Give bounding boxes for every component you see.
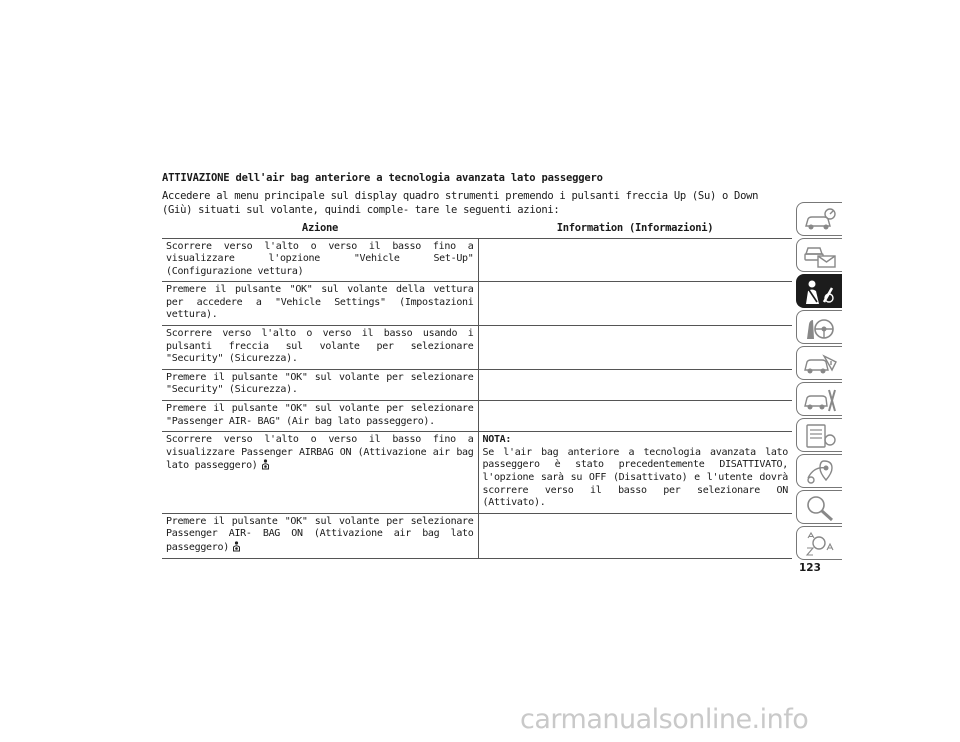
table-header-row [162,218,792,238]
page-number: 123 [799,562,821,574]
car-gauge-icon [802,206,838,234]
action-cell [162,238,478,282]
intro-paragraph: Accedere al menu principale sul display quadro strumenti premendo i pulsanti freccia Up (Su) o Down (Giù) situati sul volante, quindi comple- tare le seguenti azioni: [162,190,759,216]
table-row [162,401,792,432]
car-warning-envelope-icon [802,242,838,270]
passenger-airbag-icon [232,541,241,552]
table-row [162,238,792,282]
tab-search[interactable] [796,490,842,524]
header-info: Information (Informazioni) [478,218,792,238]
action-text: Premere il pulsante "OK" sul volante per selezionare "Passenger AIR- BAG" (Air bag lato passeggero). [166,403,474,427]
navigation-pin-icon [802,458,838,486]
table-row [162,369,792,400]
info-cell [478,282,792,326]
info-cell [478,326,792,370]
steps-table [162,218,792,559]
table-row [162,282,792,326]
header-action: Azione [162,218,478,238]
action-cell [162,513,478,558]
car-crash-icon [802,350,838,378]
steering-wheel-icon [802,314,838,342]
action-text: Premere il pulsante "OK" sul volante per selezionare "Security" (Sicurezza). [166,371,474,396]
info-cell [478,432,792,514]
tab-driving[interactable] [796,310,842,344]
passenger-airbag-icon [261,459,270,470]
action-cell [162,401,478,432]
note-text: Se l'air bag anteriore a tecnologia avanzata lato passeggero è stato precedentemente DISATTIVATO, l'opzione sarà su OFF (Disattivato) e l'utente dovrà scorrere verso il basso per selezionare ON (Attivato). [482,446,788,509]
language-index-icon [802,530,838,558]
search-magnifier-icon [802,494,838,522]
table-row [162,513,792,558]
watermark: carmanualsonline.info [520,704,809,735]
tab-index[interactable] [796,526,842,560]
action-text: Premere il pulsante "OK" sul volante per selezionare Passenger AIR- BAG ON (Attivazione air bag lato passeggero) [166,515,474,553]
tab-service[interactable] [796,382,842,416]
action-text: Scorrere verso l'alto o verso il basso fino a visualizzare Passenger AIRBAG ON (Attivazione air bag lato passeggero) [166,434,474,472]
action-cell [162,282,478,326]
multimedia-list-icon [802,422,838,450]
tab-car-gauge[interactable] [796,202,842,236]
tab-navigation[interactable] [796,454,842,488]
action-cell [162,432,478,514]
section-title: ATTIVAZIONE dell'air bag anteriore a tecnologia avanzata lato passeggero [162,172,603,184]
action-text: Scorrere verso l'alto o verso il basso fino a visualizzare l'opzione "Vehicle Set-Up" (Configurazione vettura) [166,240,474,277]
tab-safety[interactable] [796,274,842,308]
info-cell [478,369,792,400]
tab-emergency[interactable] [796,346,842,380]
seatbelt-person-icon [802,278,838,306]
action-cell [162,326,478,370]
action-text: Scorrere verso l'alto o verso il basso usando i pulsanti freccia sul volante per selezionare "Security" (Sicurezza). [166,328,474,365]
note-label: NOTA: [482,434,512,446]
info-cell [478,238,792,282]
action-cell [162,369,478,400]
info-cell [478,513,792,558]
action-text: Premere il pulsante "OK" sul volante della vettura per accedere a "Vehicle Settings" (Impostazioni vettura). [166,284,474,321]
info-cell [478,401,792,432]
car-tools-icon [802,386,838,414]
tab-multimedia[interactable] [796,418,842,452]
table-row [162,326,792,370]
table-row [162,432,792,514]
tab-car-warning[interactable] [796,238,842,272]
